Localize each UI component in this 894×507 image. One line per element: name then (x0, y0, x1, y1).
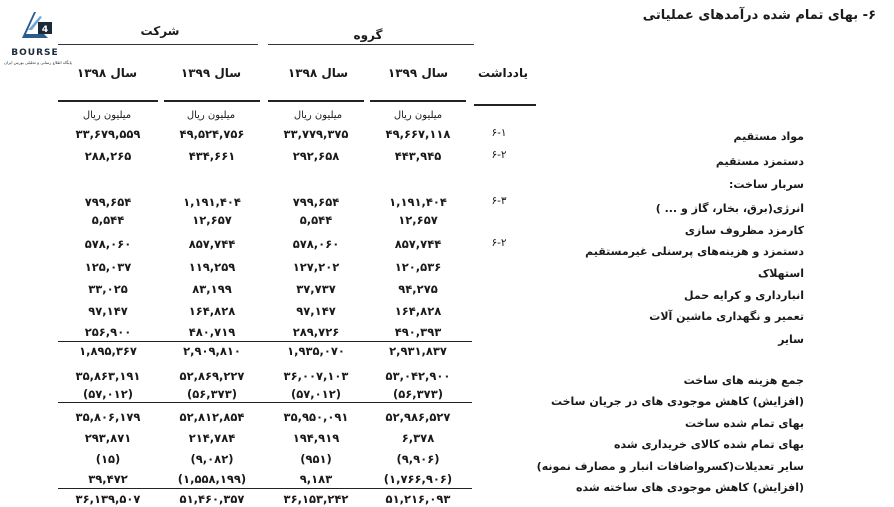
table-cell: ۲۹۲,۶۵۸ (292, 149, 340, 163)
total-rule (58, 402, 472, 403)
table-cell: ۳۶,۱۵۳,۲۴۲ (283, 492, 349, 506)
table-cell: ۹۷,۱۴۷ (296, 304, 336, 318)
group-header-company: شرکت (140, 24, 180, 38)
table-cell: (۵۶,۳۷۳) (187, 387, 237, 401)
table-cell: ۴۹,۶۶۷,۱۱۸ (385, 127, 451, 141)
table-cell: ۸۳,۱۹۹ (192, 282, 232, 296)
unit-label: میلیون ریال (82, 110, 132, 121)
table-cell: ۱۲۰,۵۳۶ (394, 260, 442, 274)
header-rule-c1399 (164, 100, 260, 102)
unit-label: میلیون ریال (293, 110, 343, 121)
header-rule-g1399 (370, 100, 466, 102)
table-cell: ۳۵,۸۰۶,۱۷۹ (75, 410, 141, 424)
table-cell: ۵۱,۲۱۶,۰۹۳ (385, 492, 451, 506)
table-cell: ۱,۸۹۵,۳۶۷ (79, 344, 137, 358)
row-label: سایر تعدیلات(کسرواضافات انبار و مصارف نمونه) (536, 460, 804, 473)
svg-text:4: 4 (41, 25, 49, 35)
table-cell: ۵۱,۴۶۰,۳۵۷ (179, 492, 245, 506)
note-column-header: یادداشت (478, 66, 528, 80)
table-cell: ۱۶۴,۸۲۸ (188, 304, 236, 318)
row-label: بهای تمام شده کالای خریداری شده (613, 438, 804, 451)
table-cell: ۲۵۶,۹۰۰ (84, 325, 132, 339)
table-cell: ۲,۹۳۱,۸۳۷ (389, 344, 447, 358)
row-label: مواد مستقیم (733, 130, 804, 143)
bourse-logo (4, 8, 72, 70)
logo-mark-icon (14, 8, 56, 48)
header-rule-note (474, 104, 536, 106)
table-cell: (۹,۹۰۶) (396, 452, 440, 466)
table-cell: ۵۷۸,۰۶۰ (84, 237, 132, 251)
col-header-group-1398: سال ۱۳۹۸ (287, 66, 349, 80)
table-cell: ۱۲,۶۵۷ (398, 213, 438, 227)
table-cell: ۲۱۴,۷۸۴ (188, 431, 236, 445)
table-cell: ۳۹,۴۷۲ (88, 472, 128, 486)
table-cell: (۵۶,۳۷۳) (393, 387, 443, 401)
table-cell: ۸۵۷,۷۴۴ (188, 237, 236, 251)
header-rule-c1398 (58, 100, 158, 102)
table-cell: ۷۹۹,۶۵۴ (292, 195, 340, 209)
logo-word: BOURSE (11, 48, 59, 58)
table-cell: ۲۹۳,۸۷۱ (84, 431, 132, 445)
group-header-group: گروه (353, 28, 383, 42)
subtotal-rule (58, 341, 472, 342)
table-cell: ۱۲۵,۰۳۷ (84, 260, 132, 274)
table-cell: ۱۱۹,۲۵۹ (188, 260, 236, 274)
table-cell: ۵۲,۸۶۹,۲۲۷ (179, 369, 245, 383)
note-ref: ۶-۲ (491, 237, 507, 249)
table-cell: ۱۹۴,۹۱۹ (292, 431, 340, 445)
table-cell: ۳۵,۹۵۰,۰۹۱ (283, 410, 349, 424)
table-cell: ۴۳۴,۶۶۱ (188, 149, 236, 163)
table-cell: ۱۲۷,۲۰۲ (292, 260, 340, 274)
group-underline-group (268, 44, 474, 45)
table-cell: ۵۳,۰۴۲,۹۰۰ (385, 369, 451, 383)
table-cell: (۵۷,۰۱۲) (291, 387, 341, 401)
table-cell: ۶,۳۷۸ (401, 431, 435, 445)
section-title: ۶- بهای تمام شده درآمدهای عملیاتی (642, 8, 876, 23)
note-ref: ۶-۱ (491, 127, 507, 139)
table-cell: ۵۷۸,۰۶۰ (292, 237, 340, 251)
row-label: کارمزد مظروف سازی (684, 224, 804, 237)
table-cell: ۸۵۷,۷۴۴ (394, 237, 442, 251)
table-cell: ۱۲,۶۵۷ (192, 213, 232, 227)
note-ref: ۶-۳ (491, 195, 507, 207)
table-cell: ۳۳,۷۷۹,۳۷۵ (283, 127, 349, 141)
unit-label: میلیون ریال (186, 110, 236, 121)
group-underline-company (58, 44, 258, 45)
table-cell: ۳۶,۰۰۷,۱۰۳ (283, 369, 349, 383)
table-cell: ۲۸۹,۷۲۶ (292, 325, 340, 339)
table-cell: ۴۴۳,۹۴۵ (394, 149, 442, 163)
table-cell: ۴۹۰,۳۹۳ (394, 325, 442, 339)
table-cell: ۵,۵۴۴ (91, 213, 125, 227)
row-label: تعمیر و نگهداری ماشین آلات (649, 310, 804, 323)
table-cell: ۹,۱۸۳ (299, 472, 333, 486)
table-cell: ۳۳,۰۲۵ (88, 282, 128, 296)
col-header-company-1398: سال ۱۳۹۸ (76, 66, 138, 80)
table-cell: (۱,۵۵۸,۱۹۹) (177, 472, 247, 486)
row-label: سایر (778, 333, 804, 346)
table-cell: ۳۶,۱۳۹,۵۰۷ (75, 492, 141, 506)
table-cell: ۳۵,۸۶۳,۱۹۱ (75, 369, 141, 383)
table-cell: ۳۷,۷۳۷ (296, 282, 336, 296)
table-cell: ۷۹۹,۶۵۴ (84, 195, 132, 209)
row-label: سربار ساخت: (728, 178, 804, 191)
row-label: استهلاک (758, 267, 804, 280)
note-ref: ۶-۲ (491, 149, 507, 161)
table-cell: ۵۲,۸۱۲,۸۵۴ (179, 410, 245, 424)
table-cell: (۱۵) (95, 452, 121, 466)
table-cell: ۹۴,۲۷۵ (398, 282, 438, 296)
table-cell: ۱,۱۹۱,۴۰۴ (389, 195, 447, 209)
header-rule-g1398 (268, 100, 364, 102)
row-label: دستمزد مستقیم (715, 155, 804, 168)
row-label: دستمزد و هزینه‌های پرسنلی غیرمستقیم (585, 245, 804, 258)
table-cell: ۲,۹۰۹,۸۱۰ (183, 344, 241, 358)
table-cell: ۱,۱۹۱,۴۰۴ (183, 195, 241, 209)
table-cell: (۹۵۱) (300, 452, 332, 466)
table-cell: ۴۹,۵۲۴,۷۵۶ (179, 127, 245, 141)
table-cell: (۱,۷۶۶,۹۰۶) (383, 472, 453, 486)
table-cell: ۴۸۰,۷۱۹ (188, 325, 236, 339)
row-label: جمع هزینه های ساخت (683, 374, 804, 387)
table-cell: ۱,۹۳۵,۰۷۰ (287, 344, 345, 358)
table-cell: (۵۷,۰۱۲) (83, 387, 133, 401)
col-header-company-1399: سال ۱۳۹۹ (180, 66, 242, 80)
unit-label: میلیون ریال (393, 110, 443, 121)
row-label: (افزایش) کاهش موجودی های ساخته شده (576, 481, 804, 494)
table-cell: ۵,۵۴۴ (299, 213, 333, 227)
col-header-group-1399: سال ۱۳۹۹ (387, 66, 449, 80)
table-cell: ۳۳,۶۷۹,۵۵۹ (75, 127, 141, 141)
row-label: انرژی(برق، بخار، گاز و ... ) (655, 202, 804, 215)
row-label: انبارداری و کرایه حمل (684, 289, 804, 302)
row-label: (افزایش) کاهش موجودی های در جریان ساخت (550, 395, 804, 408)
table-cell: ۹۷,۱۴۷ (88, 304, 128, 318)
final-rule-top (58, 488, 472, 489)
row-label: بهای تمام شده ساخت (685, 417, 804, 430)
logo-subtitle: پایگاه اطلاع رسانی و تحلیلی بورس ایران (4, 60, 72, 65)
table-cell: ۱۶۴,۸۲۸ (394, 304, 442, 318)
table-cell: (۹,۰۸۲) (190, 452, 234, 466)
table-cell: ۲۸۸,۲۶۵ (84, 149, 132, 163)
table-cell: ۵۲,۹۸۶,۵۲۷ (385, 410, 451, 424)
